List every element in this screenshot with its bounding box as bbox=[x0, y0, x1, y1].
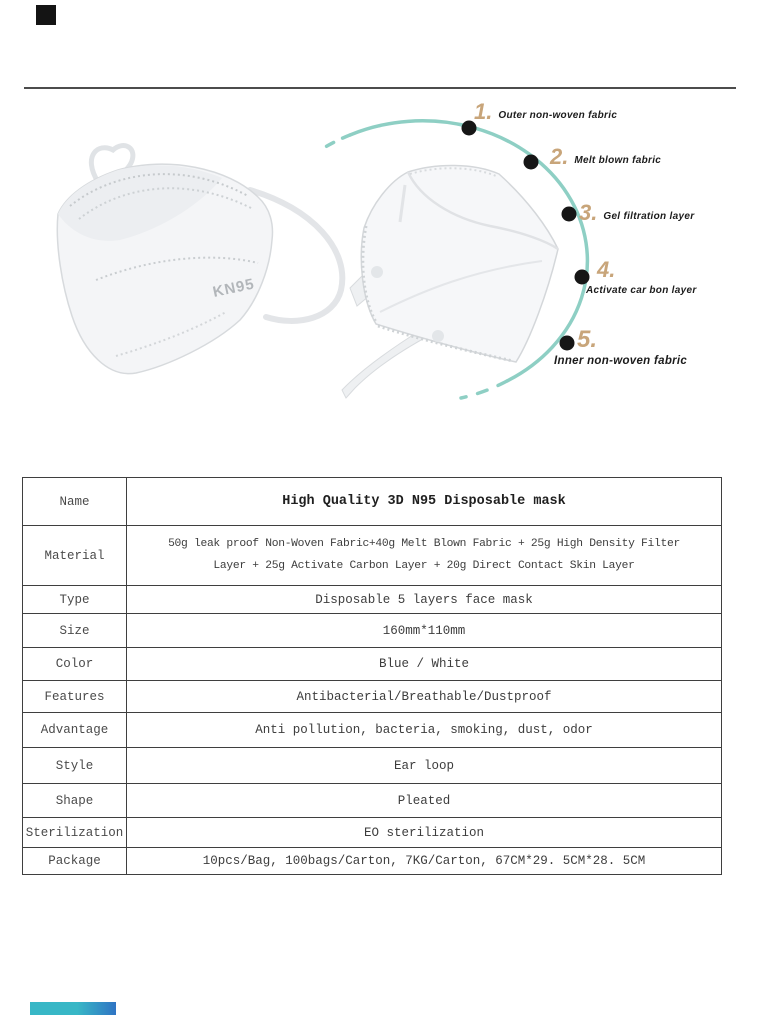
spec-label: Type bbox=[23, 586, 127, 613]
top-left-square bbox=[36, 5, 56, 25]
callout-number: 5. bbox=[577, 326, 598, 353]
spec-label: Shape bbox=[23, 784, 127, 817]
spec-table bbox=[22, 477, 722, 875]
spec-value: Antibacterial/Breathable/Dustproof bbox=[296, 689, 552, 704]
layer-dot-2 bbox=[524, 155, 539, 170]
layer-callout-2 bbox=[550, 146, 661, 168]
spec-label: Package bbox=[23, 848, 127, 874]
3d-mask-image bbox=[342, 165, 558, 398]
table-row bbox=[23, 713, 721, 748]
spec-label: Style bbox=[23, 748, 127, 783]
folded-mask-image bbox=[57, 146, 342, 374]
mask-strap-long bbox=[342, 328, 432, 398]
spec-value: EO sterilization bbox=[363, 825, 485, 840]
spec-value: 10pcs/Bag, 100bags/Carton, 7KG/Carton, 67CM*29. 5CM*28. 5CM bbox=[202, 854, 646, 868]
callout-number: 1. bbox=[474, 99, 493, 124]
spec-label: Name bbox=[23, 478, 127, 525]
spec-label: Advantage bbox=[23, 713, 127, 747]
spec-label: Material bbox=[23, 526, 127, 585]
table-row bbox=[23, 681, 721, 713]
table-row bbox=[23, 848, 721, 874]
callout-label: Melt blown fabric bbox=[574, 155, 662, 166]
spec-label: Size bbox=[23, 614, 127, 647]
table-row bbox=[23, 748, 721, 784]
top-divider-line bbox=[24, 87, 736, 89]
callout-number: 4. bbox=[597, 257, 616, 282]
callout-label: Inner non-woven fabric bbox=[554, 355, 688, 367]
spec-value: Blue / White bbox=[378, 657, 469, 671]
spec-value: Anti pollution, bacteria, smoking, dust, odor bbox=[255, 723, 593, 737]
layer-callout-1 bbox=[474, 101, 617, 123]
layer-callout-3 bbox=[579, 202, 694, 224]
layer-callout-5 bbox=[554, 328, 687, 367]
spec-label: Color bbox=[23, 648, 127, 680]
hero-illustration bbox=[0, 92, 764, 442]
layer-dot-3 bbox=[562, 207, 577, 222]
bottom-accent-bar bbox=[30, 1002, 116, 1015]
table-row bbox=[23, 478, 721, 526]
spec-value: Disposable 5 layers face mask bbox=[315, 592, 533, 607]
strap-weld-spot-2 bbox=[432, 330, 444, 342]
table-row bbox=[23, 648, 721, 681]
spec-label: Features bbox=[23, 681, 127, 712]
callout-number: 2. bbox=[550, 144, 569, 169]
spec-value: Ear loop bbox=[393, 758, 454, 773]
callout-label: Activate car bon layer bbox=[586, 285, 697, 296]
kn95-print: KN95 bbox=[211, 275, 257, 301]
table-row bbox=[23, 818, 721, 848]
spec-label: Sterilization bbox=[23, 818, 127, 847]
table-row bbox=[23, 784, 721, 818]
spec-value: 160mm*110mm bbox=[382, 623, 466, 638]
table-row bbox=[23, 614, 721, 648]
layer-callout-4 bbox=[586, 259, 697, 296]
callout-label: Outer non-woven fabric bbox=[498, 110, 618, 121]
spec-value: Pleated bbox=[397, 793, 451, 808]
callout-label: Gel filtration layer bbox=[603, 211, 695, 222]
callout-number: 3. bbox=[579, 200, 598, 225]
table-row bbox=[23, 586, 721, 614]
table-row bbox=[23, 526, 721, 586]
strap-weld-spot-1 bbox=[371, 266, 383, 278]
spec-value: High Quality 3D N95 Disposable mask bbox=[282, 494, 566, 509]
spec-value: 50g leak proof Non-Woven Fabric+40g Melt Blown Fabric + 25g High Density Filter Layer + 25g Activate Carbon Layer + 20g Direct Contact Skin Layer bbox=[168, 538, 680, 572]
